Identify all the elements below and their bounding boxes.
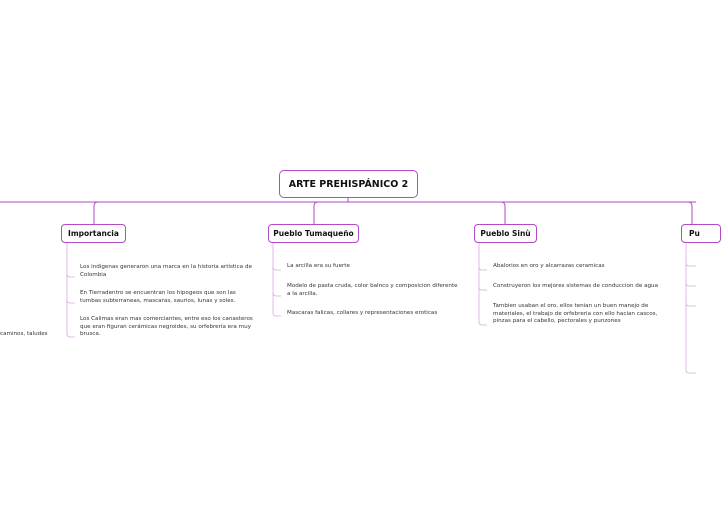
branch-node-pueblo-sinu[interactable] [474,224,537,243]
leaf-connector [479,243,487,270]
leaf-connector [479,287,487,325]
branch-connector-importancia [94,202,98,224]
leaf-connector [273,293,281,316]
branch-connector-tumaqueno [314,202,318,224]
branch-node-importancia[interactable] [61,224,126,243]
leaf-text: En Tierradentro se encuentran los hipogeos que son las tumbas subterraneas, mascaras, saurios, lunas y soles. [80,290,236,304]
leaf-text: Mascaras falicas, collares y representaciones eroticas [287,310,438,316]
leaf-connector [273,243,281,270]
leaf-text: Abalorios en oro y alcarrazas ceramicas [493,263,605,269]
leaf-connector [67,274,75,303]
leaf-text: Modelo de pasta cruda, color balnco y composicion diferente a la arcilla. [287,283,458,297]
leaf-connector [67,243,75,277]
leaf-connector [479,267,487,290]
leaf-text: Tambien usaban el oro, ellos tenian un buen manejo de materiales, el trabajo de orfebreria con ello hacian cascos, pinzas para el cabello, pectorales y punzones [493,303,658,325]
leaf-connector [686,283,696,306]
leaf-connector [273,267,281,296]
leaf-connector [67,300,75,337]
branch-label: Pueblo Sinù [480,229,531,238]
leaf-connector [686,243,696,266]
root-label: ARTE PREHISPÁNICO 2 [288,178,409,190]
branch-label: Importancia [68,229,119,238]
branch-node-partial[interactable] [681,224,721,243]
leaf-text: Los Calimas eran mas comerciantes, entre eso los canasteros que eran figuran cerámicas negroides, su orfebrería era muy brusca. [80,316,253,338]
root-node[interactable] [279,170,418,198]
branch-node-pueblo-tumaqueno[interactable] [268,224,359,243]
branch-connector-sinu [501,202,505,224]
branch-label: Pu [689,229,700,238]
leaf-text: La arcilla era su fuerte [287,263,350,269]
branch-label: Pueblo Tumaqueño [273,229,354,238]
offscreen-leaf-text: caminos, taludes [0,331,48,337]
leaf-text: Los indígenas generaron una marca en la historia artística de Colombia [80,264,252,278]
leaf-connector [686,263,696,286]
leaf-text: Construyeron los mejores sistemas de conduccion de agua [493,283,659,289]
leaf-connector [686,303,696,373]
branch-connector-pu [688,202,692,224]
